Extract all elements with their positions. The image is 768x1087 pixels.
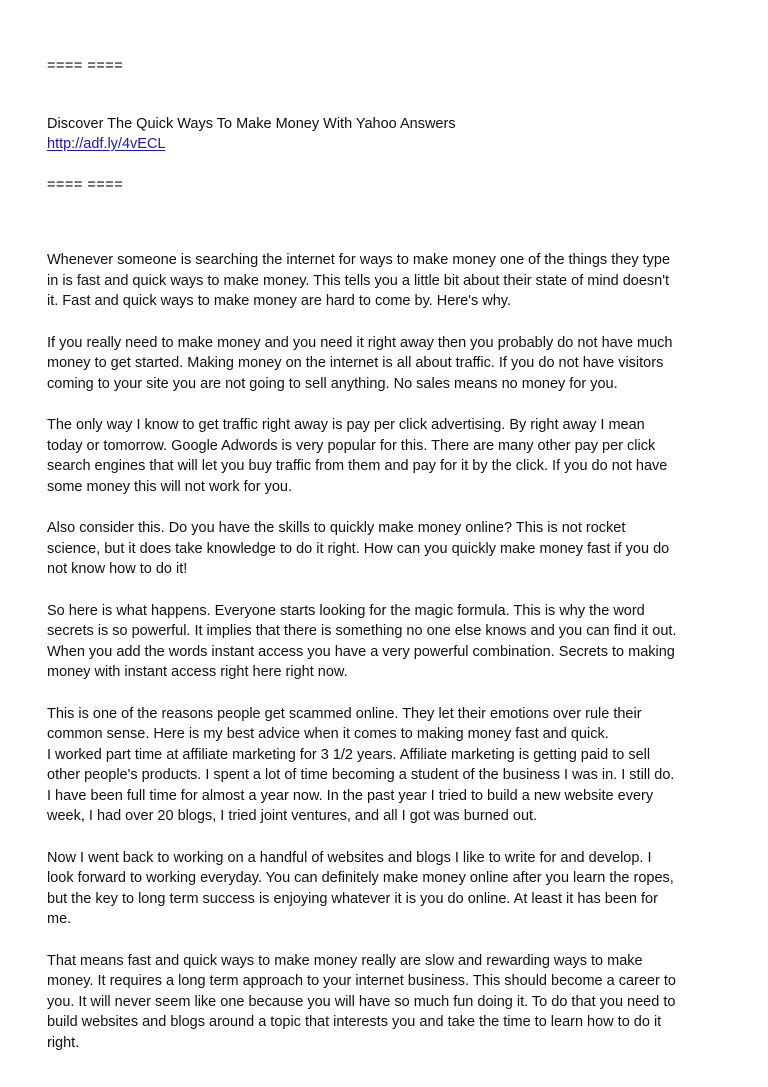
document-title: Discover The Quick Ways To Make Money With Yahoo Answers (47, 115, 456, 132)
paragraph-2: If you really need to make money and you need it right away then you probably do not have much money to get started. Making money on the internet is all about traffic. If you do not have visitors coming to your site you are not going to sell anything. No sales means no money for you. (47, 334, 673, 392)
paragraph-6: This is one of the reasons people get scammed online. They let their emotions over rule their common sense. Here is my best advice when it comes to making money fast and quick. I worked part time at affiliate marketing for 3 1/2 years. Affiliate marketing is getting paid to sell other people's products. I spent a lot of time becoming a student of the business I was in. I still do. I have been full time for almost a year now. In the past year I tried to build a new website every week, I had over 20 blogs, I tried joint ventures, and all I got was burned out. (47, 705, 675, 824)
paragraph-3: The only way I know to get traffic right away is pay per click advertising. By right away I mean today or tomorrow. Google Adwords is very popular for this. There are many other pay per click search engines that will let you buy traffic from them and pay for it by the click. If you do not have some money this will not work for you. (47, 417, 668, 495)
separator-top: ==== ==== (47, 58, 124, 74)
source-link[interactable]: http://adf.ly/4vECL (47, 136, 166, 152)
document-page (47, 56, 727, 1074)
paragraph-5: So here is what happens. Everyone starts looking for the magic formula. This is why the word secrets is so powerful. It implies that there is something no one else knows and you can find it out. When you add the words instant access you have a very powerful combination. Secrets to making money with instant access right here right now. (47, 602, 677, 680)
paragraph-4: Also consider this. Do you have the skills to quickly make money online? This is not rocket science, but it does take knowledge to do it right. How can you quickly make money fast if you do not know how to do it! (47, 520, 670, 577)
paragraph-7: Now I went back to working on a handful of websites and blogs I like to write for and develop. I look forward to working everyday. You can definitely make money online after you learn the ropes, but the key to long term success is enjoying whatever it is you do online. At least it has been for me. (47, 849, 674, 927)
separator-bottom: ==== ==== (47, 176, 124, 193)
paragraph-1: Whenever someone is searching the internet for ways to make money one of the things they type in is fast and quick ways to make money. This tells you a little bit about their state of mind doesn't it. Fast and quick ways to make money are hard to come by. Here's why. (47, 252, 671, 309)
article-body (47, 250, 727, 1053)
paragraph-8: That means fast and quick ways to make money really are slow and rewarding ways to make money. It requires a long term approach to your internet business. This should become a career to you. It will never seem like one because you will have so much fun doing it. To do that you need to build websites and blogs around a topic that interests you and take the time to learn how to do it right. (47, 952, 676, 1051)
